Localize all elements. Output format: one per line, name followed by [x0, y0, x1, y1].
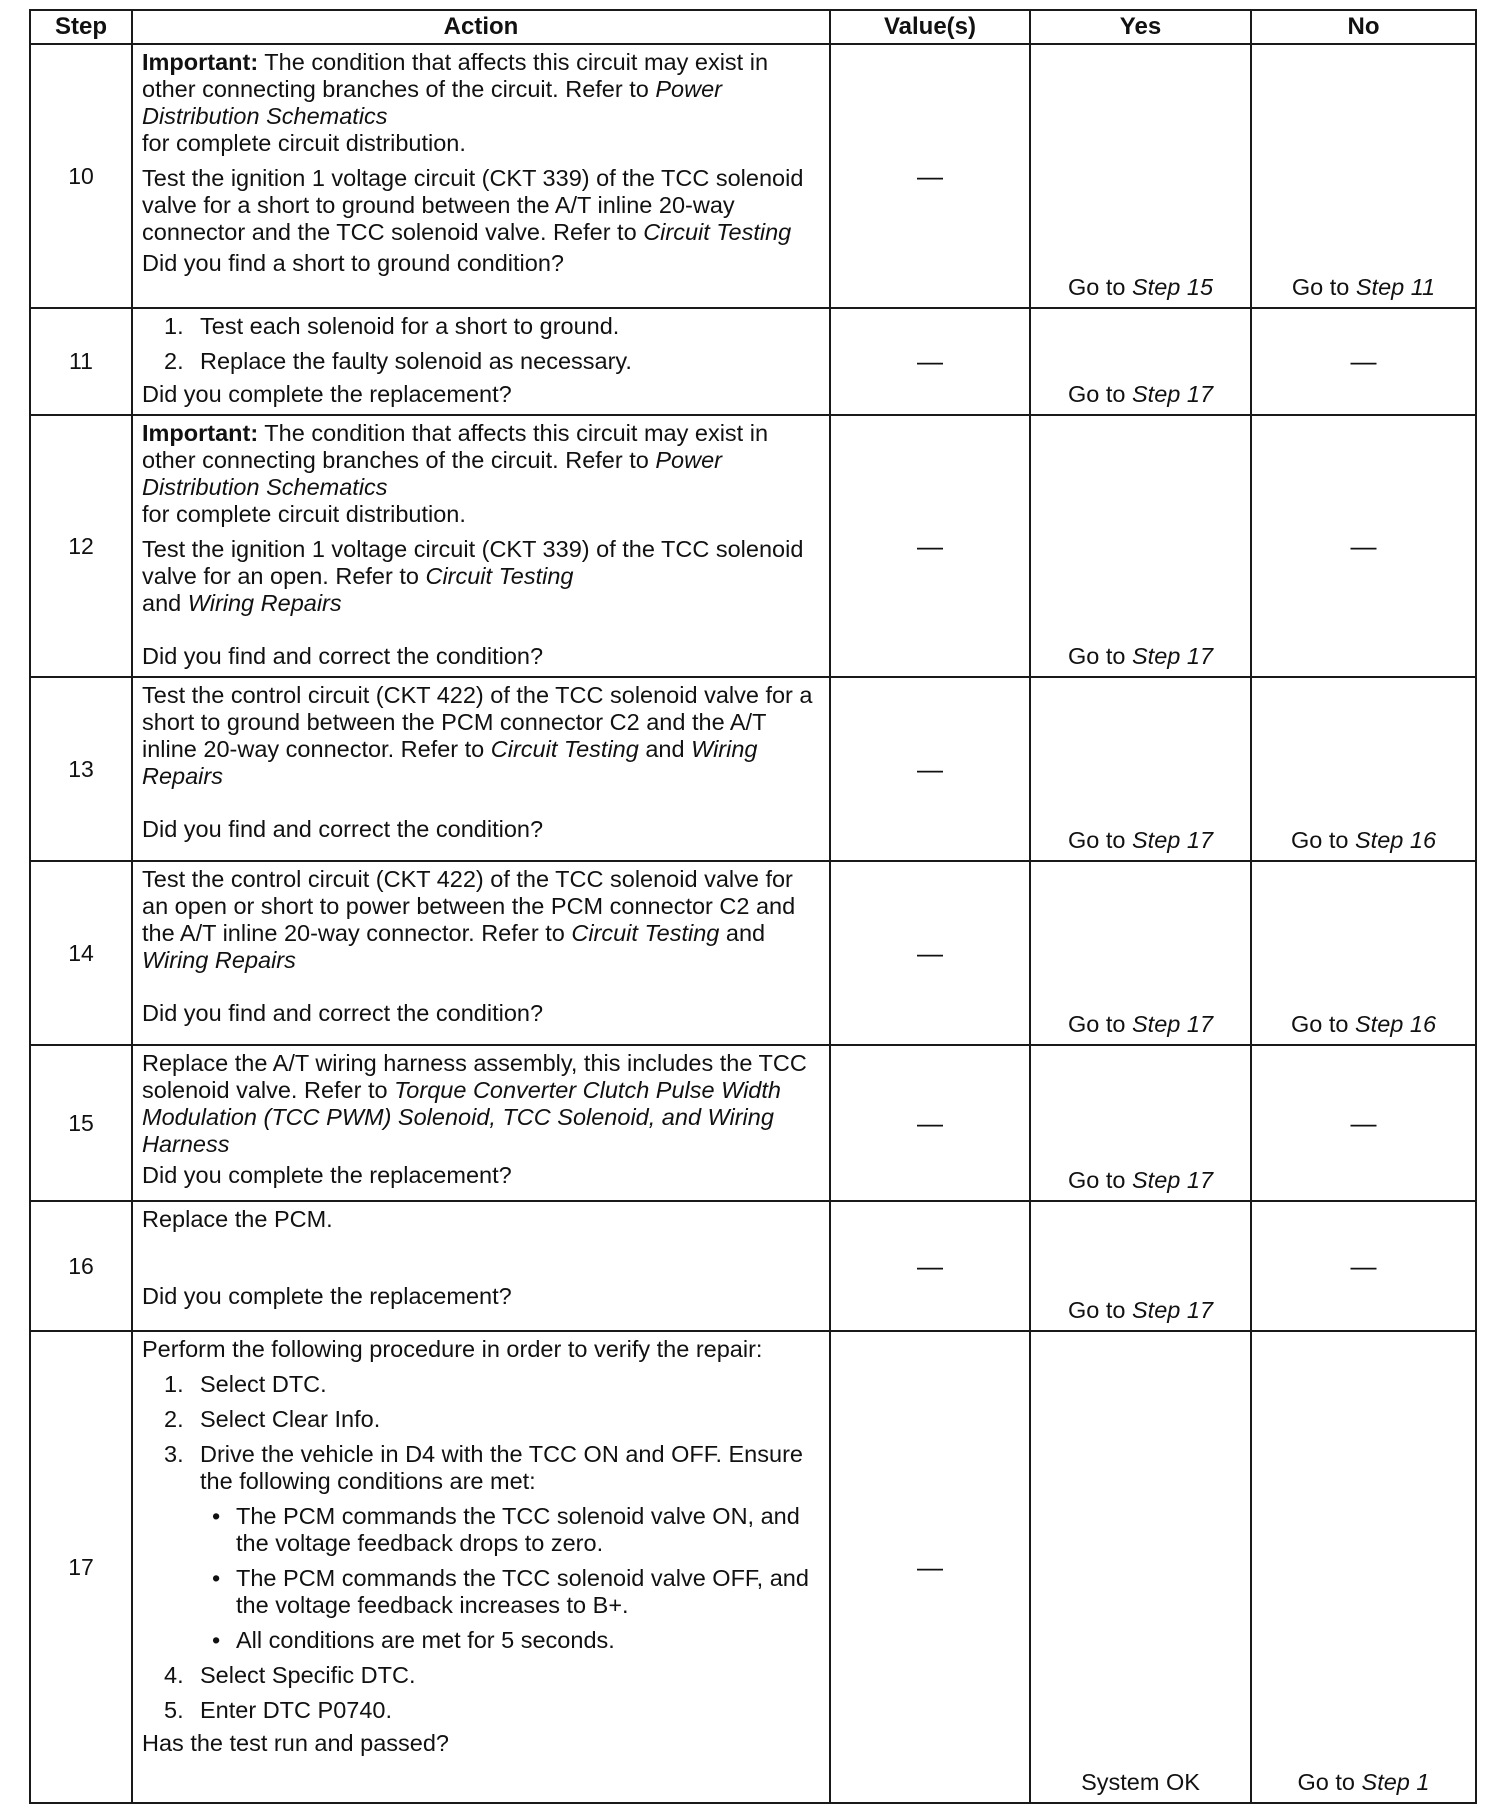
test-instruction: Test the control circuit (CKT 422) of the TCC solenoid valve for a short to ground between the PCM connector C2 and the A/T inline 20-way connector. Refer to Circuit Testing and Wiring Repairs — [142, 682, 813, 789]
yes-cell: Go to Step 17 — [1030, 415, 1251, 677]
doc-reference: Torque Converter Clutch Pulse Width Modulation (TCC PWM) Solenoid, TCC Solenoid, and Wiring Harness — [142, 1077, 781, 1157]
no-cell: Go to Step 1 — [1251, 1331, 1476, 1803]
step-number: 16 — [30, 1201, 132, 1331]
question: Did you find and correct the condition? — [142, 816, 544, 842]
step-number: 14 — [30, 861, 132, 1045]
table-row — [30, 677, 1476, 861]
no-cell: — — [1251, 415, 1476, 677]
no-cell: — — [1251, 1201, 1476, 1331]
table-row — [30, 1045, 1476, 1201]
yes-cell: Go to Step 17 — [1030, 1201, 1251, 1331]
condition-list — [200, 1503, 821, 1654]
question: Did you complete the replacement? — [142, 1162, 512, 1188]
no-cell: — — [1251, 308, 1476, 415]
header-no: No — [1251, 10, 1476, 44]
step-number: 12 — [30, 415, 132, 677]
question: Did you find and correct the condition? — [142, 1000, 544, 1026]
value-cell: — — [830, 677, 1030, 861]
header-action: Action — [132, 10, 830, 44]
procedure-list — [142, 1371, 821, 1724]
header-yes: Yes — [1030, 10, 1251, 44]
question: Has the test run and passed? — [142, 1730, 450, 1756]
list-item: 1. Test each solenoid for a short to ground. — [164, 313, 620, 339]
list-item: 5. Enter DTC P0740. — [164, 1697, 393, 1723]
list-item: 2. Select Clear Info. — [164, 1406, 381, 1432]
list-item: 1. Select DTC. — [164, 1371, 327, 1397]
action-cell — [132, 1331, 830, 1803]
table-row — [30, 861, 1476, 1045]
test-instruction: Replace the A/T wiring harness assembly, this includes the TCC solenoid valve. Refer to Torque Converter Clutch Pulse Width Modulation (TCC PWM) Solenoid, TCC Solenoid, and Wiring Harness — [142, 1050, 807, 1157]
no-cell: — — [1251, 1045, 1476, 1201]
value-cell: — — [830, 1331, 1030, 1803]
doc-reference: Circuit Testing — [425, 563, 574, 589]
list-item: • The PCM commands the TCC solenoid valve ON, and the voltage feedback drops to zero. — [200, 1503, 821, 1557]
list-item: 3. Drive the vehicle in D4 with the TCC ON and OFF. Ensure the following conditions are met: • The PCM commands the TCC solenoid valve ON, and the voltage feedback drops to zero. • The PCM commands the TCC solenoid valve OFF, and the voltage feedback increases to B+. • All conditions are met for 5 seconds. — [142, 1441, 821, 1654]
doc-reference: Wiring Repairs — [187, 590, 342, 616]
table-row — [30, 44, 1476, 308]
doc-reference: Power Distribution Schematics — [142, 76, 722, 129]
question: Did you find and correct the condition? — [142, 643, 544, 669]
table-header-row — [30, 10, 1476, 44]
action-cell — [132, 677, 830, 861]
important-note: Important: The condition that affects this circuit may exist in other connecting branches of the circuit. Refer to Power Distribution Schematics — [142, 49, 769, 129]
test-instruction: Test the ignition 1 voltage circuit (CKT 339) of the TCC solenoid valve for a short to ground between the A/T inline 20-way connector and the TCC solenoid valve. Refer to Circuit Testing — [142, 165, 804, 245]
value-cell: — — [830, 1045, 1030, 1201]
no-cell: Go to Step 11 — [1251, 44, 1476, 308]
doc-reference: Power Distribution Schematics — [142, 447, 722, 500]
diagnostic-table — [29, 9, 1477, 1804]
list-item: • All conditions are met for 5 seconds. — [200, 1627, 821, 1654]
doc-reference: Wiring Repairs — [142, 736, 758, 789]
step-number: 10 — [30, 44, 132, 308]
list-item: • The PCM commands the TCC solenoid valve OFF, and the voltage feedback increases to B+. — [200, 1565, 821, 1619]
value-cell: — — [830, 861, 1030, 1045]
no-cell: Go to Step 16 — [1251, 861, 1476, 1045]
action-cell — [132, 308, 830, 415]
table-row — [30, 308, 1476, 415]
yes-cell: Go to Step 17 — [1030, 677, 1251, 861]
table-row — [30, 1331, 1476, 1803]
procedure-list — [142, 313, 821, 375]
step-number: 11 — [30, 308, 132, 415]
doc-reference: Circuit Testing — [643, 219, 792, 245]
action-cell — [132, 1045, 830, 1201]
list-item: 4. Select Specific DTC. — [164, 1662, 416, 1688]
list-item: 2. Replace the faulty solenoid as necessary. — [164, 348, 632, 374]
header-step: Step — [30, 10, 132, 44]
yes-cell: Go to Step 17 — [1030, 308, 1251, 415]
test-instruction: Replace the PCM. — [142, 1206, 333, 1232]
no-cell: Go to Step 16 — [1251, 677, 1476, 861]
table-row — [30, 415, 1476, 677]
step-number: 13 — [30, 677, 132, 861]
question: Did you find a short to ground condition? — [142, 250, 564, 276]
question: Did you complete the replacement? — [142, 1283, 512, 1309]
action-cell — [132, 861, 830, 1045]
value-cell: — — [830, 415, 1030, 677]
action-cell: Important: The condition that affects this circuit may exist in other connecting branches of the circuit. Refer to Power Distribution Schematics for complete circuit distribution. Test the ignition 1 voltage circuit (CKT 339) of the TCC solenoid valve for a short to ground between the A/T inline 20-way connector and the TCC solenoid valve. Refer to Circuit Testing Did you find a short to ground condition? — [132, 44, 830, 308]
table-row — [30, 1201, 1476, 1331]
value-cell: — — [830, 44, 1030, 308]
yes-cell: Go to Step 15 — [1030, 44, 1251, 308]
important-note: Important: The condition that affects this circuit may exist in other connecting branches of the circuit. Refer to Power Distribution Schematics — [142, 420, 769, 500]
doc-reference: Wiring Repairs — [142, 947, 296, 973]
yes-cell: Go to Step 17 — [1030, 1045, 1251, 1201]
value-cell: — — [830, 1201, 1030, 1331]
action-cell — [132, 1201, 830, 1331]
test-instruction: Test the control circuit (CKT 422) of the TCC solenoid valve for an open or short to power between the PCM connector C2 and the A/T inline 20-way connector. Refer to Circuit Testing and Wiring Repairs — [142, 866, 796, 973]
yes-cell: Go to Step 17 — [1030, 861, 1251, 1045]
question: Did you complete the replacement? — [142, 381, 512, 407]
doc-reference: Circuit Testing — [571, 920, 720, 946]
header-values: Value(s) — [830, 10, 1030, 44]
yes-cell: System OK — [1030, 1331, 1251, 1803]
action-cell: Important: The condition that affects this circuit may exist in other connecting branches of the circuit. Refer to Power Distribution Schematics for complete circuit distribution. Test the ignition 1 voltage circuit (CKT 339) of the TCC solenoid valve for an open. Refer to Circuit Testing and Wiring Repairs Did you find and correct the condition? — [132, 415, 830, 677]
step-number: 15 — [30, 1045, 132, 1201]
test-instruction: Test the ignition 1 voltage circuit (CKT 339) of the TCC solenoid valve for an open. Refer to Circuit Testing and Wiring Repairs — [142, 536, 804, 616]
value-cell: — — [830, 308, 1030, 415]
procedure-intro: Perform the following procedure in order to verify the repair: — [142, 1336, 763, 1362]
doc-reference: Circuit Testing — [490, 736, 639, 762]
step-number: 17 — [30, 1331, 132, 1803]
